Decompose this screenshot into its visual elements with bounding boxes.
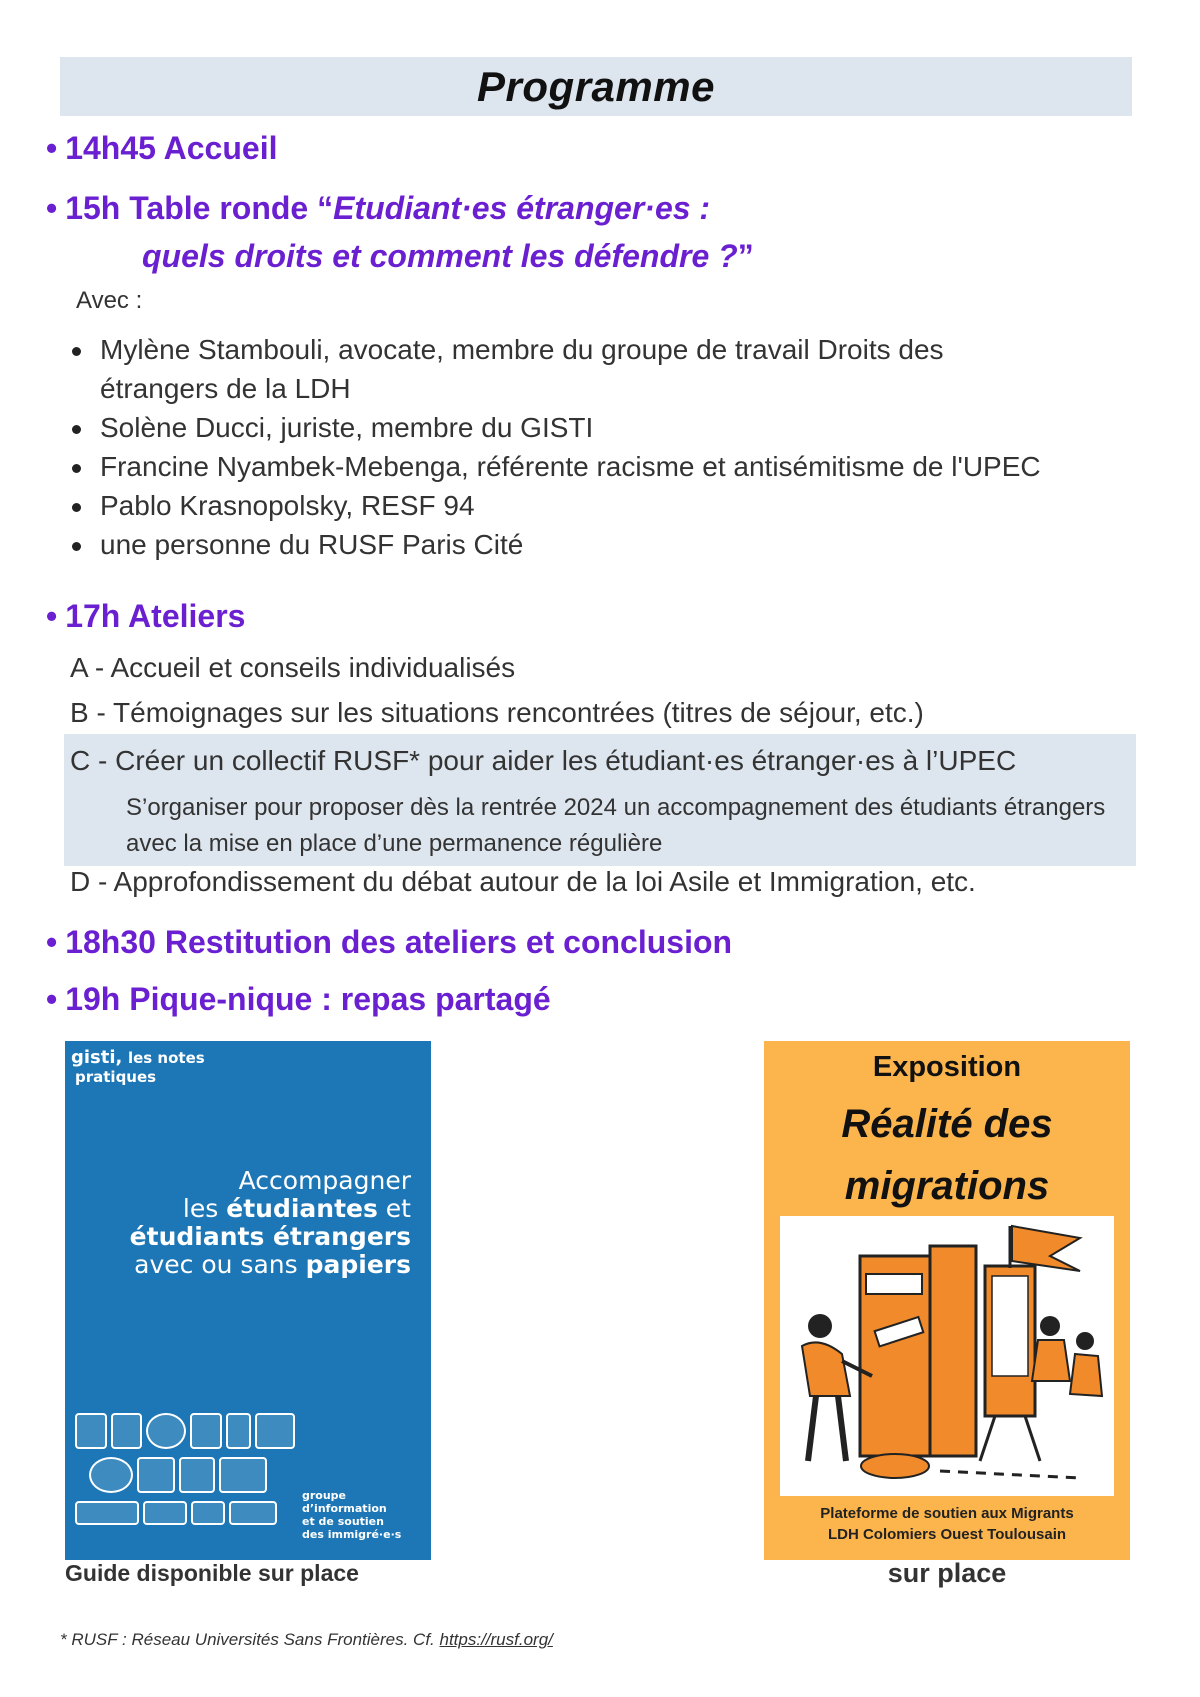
exposition-title-line2: migrations: [844, 1164, 1050, 1208]
speaker-item: une personne du RUSF Paris Cité: [70, 525, 1041, 564]
guide-title: [130, 1167, 411, 1279]
atelier-c-description: S’organiser pour proposer dès la rentrée 2024 un accompagnement des étudiants étrangers avec la mise en place d’une permanence régulière: [126, 794, 1106, 857]
guide-footer-line: groupe: [302, 1489, 347, 1502]
section-accueil-label: 14h45 Accueil: [65, 130, 278, 166]
atelier-a: A - Accueil et conseils individualisés: [70, 652, 516, 683]
section-piquenique: [46, 981, 551, 1018]
partner-logo: [111, 1413, 143, 1449]
exposition-footer: [764, 1503, 1130, 1545]
partner-logo: [179, 1457, 215, 1493]
speaker-item: Francine Nyambek-Mebenga, référente racisme et antisémitisme de l'UPEC: [70, 447, 1041, 486]
guide-footer-line: d’information: [302, 1502, 387, 1515]
exposition-illustration-art: [780, 1216, 1114, 1496]
section-restitution: [46, 924, 732, 961]
partner-logo: [255, 1413, 295, 1449]
guide-title-line3: étudiants étrangers: [129, 1222, 411, 1251]
guide-cover: [65, 1041, 431, 1560]
guide-title-line2: les étudiantes et: [182, 1194, 411, 1223]
bullet-icon: •: [46, 190, 58, 226]
exposition-title-line1: Réalité des: [841, 1102, 1053, 1146]
exposition-poster: [764, 1041, 1130, 1560]
bullet-icon: •: [46, 598, 58, 634]
partner-logo: [229, 1501, 277, 1525]
guide-header: [71, 1047, 205, 1086]
partner-logo: [191, 1501, 225, 1525]
title-banner: [60, 57, 1132, 116]
avec-label: Avec :: [76, 287, 143, 314]
logo-row: [75, 1501, 295, 1525]
bullet-icon: •: [46, 981, 58, 1017]
partner-logo: [190, 1413, 222, 1449]
guide-title-line1: Accompagner: [238, 1166, 411, 1195]
speakers-list: [70, 330, 1041, 564]
logo-row: [75, 1457, 295, 1493]
guide-footer-line: des immigré·e·s: [302, 1528, 402, 1541]
partner-logo: [219, 1457, 267, 1493]
section-restitution-label: 18h30 Restitution des ateliers et conclusion: [65, 924, 733, 960]
guide-series-line1: les notes: [127, 1049, 205, 1067]
atelier-c: C - Créer un collectif RUSF* pour aider les étudiant·es étranger·es à l’UPEC: [70, 745, 1017, 776]
exposition-footer-line2: LDH Colomiers Ouest Toulousain: [827, 1526, 1067, 1543]
footnote-link[interactable]: https://rusf.org/: [439, 1630, 553, 1649]
section-table-ronde-line2: [142, 238, 754, 275]
guide-title-line4: avec ou sans papiers: [134, 1250, 411, 1279]
speaker-item: Solène Ducci, juriste, membre du GISTI: [70, 408, 1041, 447]
partner-logo: [146, 1413, 186, 1449]
table-ronde-title-line2: quels droits et comment les défendre ?: [142, 238, 738, 274]
exposition-label: Exposition: [872, 1051, 1022, 1083]
table-ronde-title-line1: Etudiant·es étranger·es :: [333, 190, 711, 226]
partner-logo: [75, 1413, 107, 1449]
guide-brand: gisti,: [71, 1047, 123, 1068]
page-title: Programme: [477, 62, 715, 110]
partner-logo: [89, 1457, 133, 1493]
speaker-item: Pablo Krasnopolsky, RESF 94: [70, 486, 1041, 525]
table-ronde-close-quote: ”: [737, 238, 754, 274]
guide-series-line2: pratiques: [75, 1068, 157, 1086]
partner-logos: [75, 1413, 295, 1533]
bullet-icon: •: [46, 130, 58, 166]
table-ronde-prefix: 15h Table ronde “: [65, 190, 334, 226]
footnote-text: * RUSF : Réseau Universités Sans Frontières. Cf.: [60, 1630, 440, 1649]
exposition-title: [764, 1093, 1130, 1217]
section-piquenique-label: 19h Pique-nique : repas partagé: [65, 981, 551, 1017]
partner-logo: [75, 1501, 139, 1525]
logo-row: [75, 1413, 295, 1449]
atelier-d: D - Approfondissement du débat autour de la loi Asile et Immigration, etc.: [70, 866, 976, 897]
partner-logo: [143, 1501, 187, 1525]
speaker-item-continuation: étrangers de la LDH: [100, 373, 351, 404]
exposition-illustration: [780, 1216, 1114, 1496]
guide-footer-line: et de soutien: [302, 1515, 384, 1528]
speaker-item: Mylène Stambouli, avocate, membre du groupe de travail Droits des: [70, 330, 1041, 369]
section-ateliers-label: 17h Ateliers: [65, 598, 246, 634]
partner-logo: [137, 1457, 175, 1493]
partner-logo: [226, 1413, 252, 1449]
section-accueil: [46, 130, 277, 167]
exposition-footer-line1: Plateforme de soutien aux Migrants: [820, 1505, 1074, 1522]
guide-footer: [302, 1489, 401, 1541]
exposition-caption: sur place: [887, 1558, 1007, 1588]
bullet-icon: •: [46, 924, 58, 960]
atelier-b: B - Témoignages sur les situations rencontrées (titres de séjour, etc.): [70, 697, 924, 728]
guide-caption: Guide disponible sur place: [65, 1560, 359, 1586]
section-ateliers: [46, 598, 245, 635]
section-table-ronde: [46, 190, 710, 227]
footnote: [60, 1630, 553, 1650]
